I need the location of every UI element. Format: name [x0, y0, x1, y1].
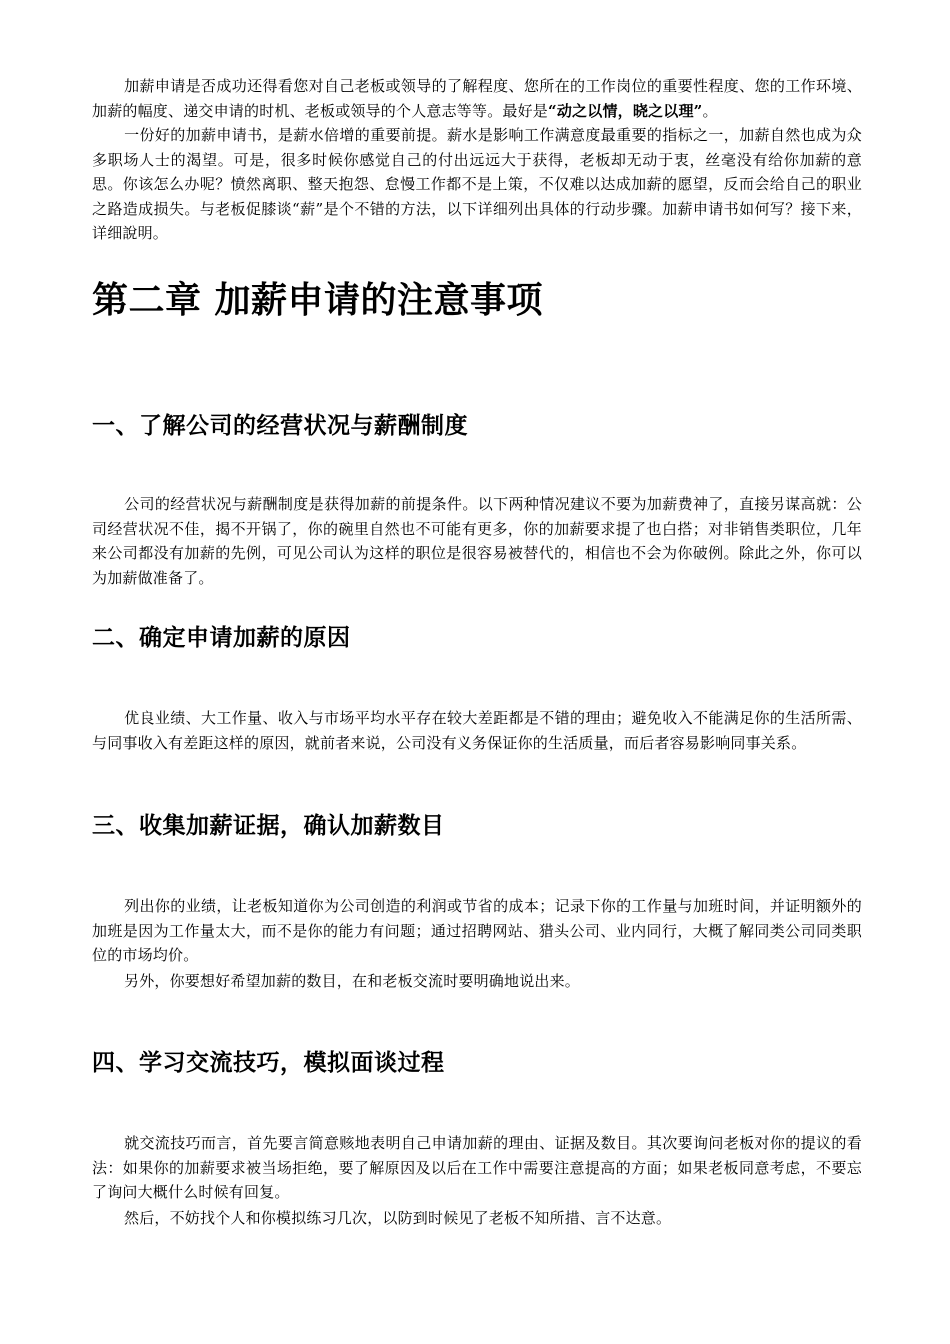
section-2-paragraph-1 [92, 706, 862, 755]
section-title-2: 二、确定申请加薪的原因 [92, 625, 351, 651]
section-title-4: 四、学习交流技巧，模拟面谈过程 [92, 1050, 445, 1076]
section-3-paragraph-2-text: 另外，你要想好希望加薪的数目，在和老板交流时要明确地说出来。 [124, 972, 581, 990]
intro-paragraph-1-text: 加薪申请是否成功还得看您对自己老板或领导的了解程度、您所在的工作岗位的重要性程度、您的工作环境、加薪的幅度、递交申请的时机、老板或领导的个人意志等等。最好是 [92, 77, 862, 120]
section-1-paragraph-1-text: 公司的经营状况与薪酬制度是获得加薪的前提条件。以下两种情况建议不要为加薪费神了，直接另谋高就：公司经营状况不佳，揭不开锅了，你的碗里自然也不可能有更多，你的加薪要求提了也白搭；对非销售类职位，几年来公司都没有加薪的先例，可见公司认为这样的职位是很容易被替代的，相信也不会为你破例。除此之外，你可以为加薪做准备了。 [92, 495, 862, 587]
intro-paragraph-1-emphasis: “动之以情，晓之以理” [548, 101, 703, 120]
section-4-paragraph-2-text: 然后，不妨找个人和你模拟练习几次，以防到时候见了老板不知所措、言不达意。 [124, 1209, 672, 1227]
section-2-paragraph-1-text: 优良业绩、大工作量、收入与市场平均水平存在较大差距都是不错的理由；避免收入不能满足你的生活所需、与同事收入有差距这样的原因，就前者来说，公司没有义务保证你的生活质量，而后者容易影响同事关系。 [92, 709, 862, 752]
section-title-1: 一、了解公司的经营状况与薪酬制度 [92, 413, 468, 439]
section-3-paragraph-2 [92, 969, 862, 994]
section-title-3: 三、收集加薪证据，确认加薪数目 [92, 813, 445, 839]
section-4-paragraph-1-text: 就交流技巧而言，首先要言简意赅地表明自己申请加薪的理由、证据及数目。其次要询问老板对你的提议的看法：如果你的加薪要求被当场拒绝，要了解原因及以后在工作中需要注意提高的方面；如果老板同意考虑，不要忘了询问大概什么时候有回复。 [92, 1134, 862, 1201]
section-3-paragraph-1-text: 列出你的业绩，让老板知道你为公司创造的利润或节省的成本；记录下你的工作量与加班时间，并证明额外的加班是因为工作量太大，而不是你的能力有问题；通过招聘网站、猎头公司、业内同行，大概了解同类公司同类职位的市场均价。 [92, 897, 862, 964]
section-1-paragraph-1 [92, 492, 862, 590]
intro-paragraph-2-text: 一份好的加薪申请书，是薪水倍增的重要前提。薪水是影响工作满意度最重要的指标之一，加薪自然也成为众多职场人士的渴望。可是，很多时候你感觉自己的付出远远大于获得，老板却无动于衷，丝毫没有给你加薪的意思。你该怎么办呢？愤然离职、整天抱怨、怠慢工作都不是上策，不仅难以达成加薪的愿望，反而会给自己的职业之路造成损失。与老板促膝谈“薪”是个不错的方法，以下详细列出具体的行动步骤。加薪申请书如何写？接下来，详细說明。 [92, 126, 862, 242]
section-4-paragraph-2 [92, 1206, 862, 1231]
intro-paragraph-2 [92, 123, 862, 246]
intro-paragraph-1-end: 。 [702, 101, 718, 120]
section-4-paragraph-1 [92, 1131, 862, 1205]
intro-paragraph-1 [92, 74, 862, 123]
chapter-title: 第二章 加薪申请的注意事项 [92, 280, 544, 321]
section-3-paragraph-1 [92, 894, 862, 968]
